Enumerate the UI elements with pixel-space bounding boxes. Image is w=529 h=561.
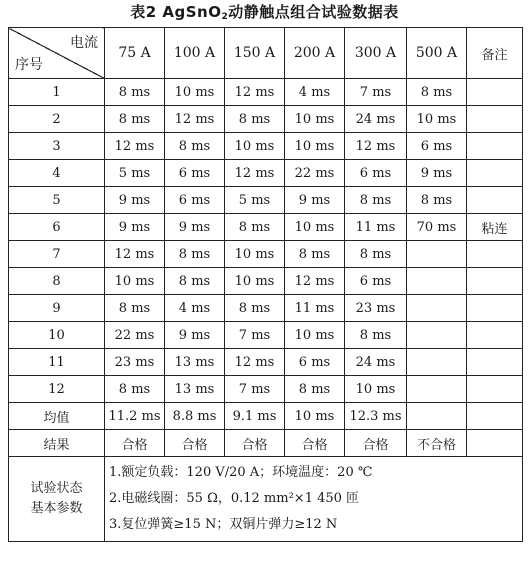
time-value-cell: 24 ms — [345, 106, 407, 133]
time-value-cell: 8 ms — [225, 214, 285, 241]
time-value-cell: 10 ms — [345, 376, 407, 403]
serial-number-cell: 11 — [9, 349, 105, 376]
time-value-cell — [407, 295, 467, 322]
time-value-cell — [407, 349, 467, 376]
table-row — [9, 214, 523, 241]
remark-cell — [467, 133, 523, 160]
column-header: 500 A — [407, 28, 467, 79]
remark-cell: 粘连 — [467, 214, 523, 241]
time-value-cell: 8 ms — [285, 241, 345, 268]
time-value-cell: 7 ms — [225, 376, 285, 403]
table-row — [9, 160, 523, 187]
remark-cell — [467, 430, 523, 457]
result-value-cell: 合格 — [285, 430, 345, 457]
serial-number-cell: 7 — [9, 241, 105, 268]
mean-label-cell: 均值 — [9, 403, 105, 430]
time-value-cell: 12 ms — [105, 133, 165, 160]
remark-cell — [467, 187, 523, 214]
remark-cell — [467, 403, 523, 430]
time-value-cell: 6 ms — [407, 133, 467, 160]
time-value-cell: 8 ms — [225, 295, 285, 322]
title-prefix: 表2 AgSnO — [130, 3, 222, 21]
time-value-cell: 12 ms — [345, 133, 407, 160]
time-value-cell: 10 ms — [225, 133, 285, 160]
time-value-cell: 8 ms — [165, 133, 225, 160]
time-value-cell: 11 ms — [345, 214, 407, 241]
time-value-cell: 6 ms — [285, 349, 345, 376]
title-subscript: 2 — [221, 12, 229, 22]
mean-value-cell: 9.1 ms — [225, 403, 285, 430]
serial-number-cell: 10 — [9, 322, 105, 349]
mean-value-cell: 11.2 ms — [105, 403, 165, 430]
table-row — [9, 133, 523, 160]
time-value-cell: 22 ms — [105, 322, 165, 349]
test-data-table — [8, 27, 523, 542]
serial-number-cell: 1 — [9, 79, 105, 106]
time-value-cell: 9 ms — [105, 214, 165, 241]
table-row — [9, 106, 523, 133]
time-value-cell: 9 ms — [165, 214, 225, 241]
serial-number-cell: 8 — [9, 268, 105, 295]
mean-value-cell: 12.3 ms — [345, 403, 407, 430]
time-value-cell: 9 ms — [407, 160, 467, 187]
remark-cell — [467, 376, 523, 403]
time-value-cell: 6 ms — [165, 160, 225, 187]
remark-cell — [467, 322, 523, 349]
table-row — [9, 268, 523, 295]
table-row — [9, 376, 523, 403]
time-value-cell: 11 ms — [285, 295, 345, 322]
header-row — [9, 28, 523, 79]
time-value-cell: 10 ms — [225, 241, 285, 268]
column-header: 300 A — [345, 28, 407, 79]
time-value-cell: 9 ms — [285, 187, 345, 214]
time-value-cell: 4 ms — [165, 295, 225, 322]
time-value-cell: 70 ms — [407, 214, 467, 241]
condition-line: 2.电磁线圈：55 Ω，0.12 mm²×1 450 匝 — [109, 491, 360, 506]
serial-number-cell: 12 — [9, 376, 105, 403]
remark-cell — [467, 79, 523, 106]
serial-number-cell: 9 — [9, 295, 105, 322]
title-suffix: 动静触点组合试验数据表 — [228, 3, 399, 21]
result-row — [9, 430, 523, 457]
time-value-cell: 10 ms — [285, 106, 345, 133]
time-value-cell: 10 ms — [285, 133, 345, 160]
time-value-cell: 6 ms — [345, 268, 407, 295]
result-value-cell: 合格 — [105, 430, 165, 457]
result-value-cell: 合格 — [165, 430, 225, 457]
time-value-cell: 12 ms — [285, 268, 345, 295]
time-value-cell: 8 ms — [105, 106, 165, 133]
result-value-cell: 合格 — [345, 430, 407, 457]
time-value-cell — [407, 322, 467, 349]
table-row — [9, 241, 523, 268]
time-value-cell: 5 ms — [105, 160, 165, 187]
test-conditions-row — [9, 457, 523, 542]
serial-number-header: 序号 — [15, 57, 43, 73]
condition-line: 3.复位弹簧≥15 N；双铜片弹力≥12 N — [109, 517, 338, 532]
time-value-cell: 10 ms — [105, 268, 165, 295]
table-row — [9, 187, 523, 214]
time-value-cell: 6 ms — [165, 187, 225, 214]
serial-number-cell: 3 — [9, 133, 105, 160]
time-value-cell: 12 ms — [165, 106, 225, 133]
time-value-cell: 7 ms — [345, 79, 407, 106]
time-value-cell: 12 ms — [225, 79, 285, 106]
table-row — [9, 79, 523, 106]
remark-cell — [467, 295, 523, 322]
time-value-cell: 8 ms — [105, 295, 165, 322]
time-value-cell: 8 ms — [105, 376, 165, 403]
time-value-cell: 8 ms — [407, 79, 467, 106]
time-value-cell: 10 ms — [285, 322, 345, 349]
time-value-cell: 22 ms — [285, 160, 345, 187]
table-row — [9, 349, 523, 376]
remark-cell — [467, 349, 523, 376]
time-value-cell — [407, 376, 467, 403]
time-value-cell: 10 ms — [407, 106, 467, 133]
mean-value-cell: 10 ms — [285, 403, 345, 430]
table-title — [0, 0, 529, 24]
remark-cell — [467, 106, 523, 133]
column-header: 100 A — [165, 28, 225, 79]
time-value-cell: 8 ms — [225, 106, 285, 133]
time-value-cell: 12 ms — [105, 241, 165, 268]
time-value-cell: 5 ms — [225, 187, 285, 214]
time-value-cell: 4 ms — [285, 79, 345, 106]
remark-cell — [467, 268, 523, 295]
time-value-cell: 24 ms — [345, 349, 407, 376]
serial-number-cell: 6 — [9, 214, 105, 241]
condition-line: 1.额定负载：120 V/20 A；环境温度：20 ℃ — [109, 465, 373, 480]
time-value-cell: 9 ms — [105, 187, 165, 214]
time-value-cell — [407, 241, 467, 268]
time-value-cell: 10 ms — [165, 79, 225, 106]
serial-number-cell: 5 — [9, 187, 105, 214]
test-conditions-content — [105, 457, 523, 542]
time-value-cell: 8 ms — [345, 322, 407, 349]
time-value-cell: 8 ms — [407, 187, 467, 214]
mean-row — [9, 403, 523, 430]
time-value-cell: 13 ms — [165, 349, 225, 376]
time-value-cell: 10 ms — [285, 214, 345, 241]
time-value-cell: 12 ms — [225, 160, 285, 187]
time-value-cell: 8 ms — [105, 79, 165, 106]
conditions-label-line: 基本参数 — [30, 501, 83, 516]
remark-cell — [467, 160, 523, 187]
mean-value-cell — [407, 403, 467, 430]
column-header: 150 A — [225, 28, 285, 79]
time-value-cell — [407, 268, 467, 295]
conditions-label-line: 试验状态 — [30, 481, 83, 496]
test-conditions-label — [9, 457, 105, 542]
time-value-cell: 8 ms — [165, 241, 225, 268]
time-value-cell: 23 ms — [105, 349, 165, 376]
time-value-cell: 8 ms — [345, 241, 407, 268]
result-value-cell: 不合格 — [407, 430, 467, 457]
time-value-cell: 12 ms — [225, 349, 285, 376]
time-value-cell: 7 ms — [225, 322, 285, 349]
current-header: 电流 — [70, 35, 98, 51]
time-value-cell: 9 ms — [165, 322, 225, 349]
time-value-cell: 23 ms — [345, 295, 407, 322]
serial-number-cell: 4 — [9, 160, 105, 187]
table-row — [9, 322, 523, 349]
table-row — [9, 295, 523, 322]
mean-value-cell: 8.8 ms — [165, 403, 225, 430]
corner-header-cell — [9, 28, 105, 79]
time-value-cell: 8 ms — [345, 187, 407, 214]
column-header: 75 A — [105, 28, 165, 79]
remark-cell — [467, 241, 523, 268]
time-value-cell: 10 ms — [225, 268, 285, 295]
column-header: 200 A — [285, 28, 345, 79]
time-value-cell: 13 ms — [165, 376, 225, 403]
time-value-cell: 6 ms — [345, 160, 407, 187]
time-value-cell: 8 ms — [285, 376, 345, 403]
serial-number-cell: 2 — [9, 106, 105, 133]
time-value-cell: 8 ms — [165, 268, 225, 295]
result-value-cell: 合格 — [225, 430, 285, 457]
remark-header: 备注 — [467, 28, 523, 79]
result-label-cell: 结果 — [9, 430, 105, 457]
